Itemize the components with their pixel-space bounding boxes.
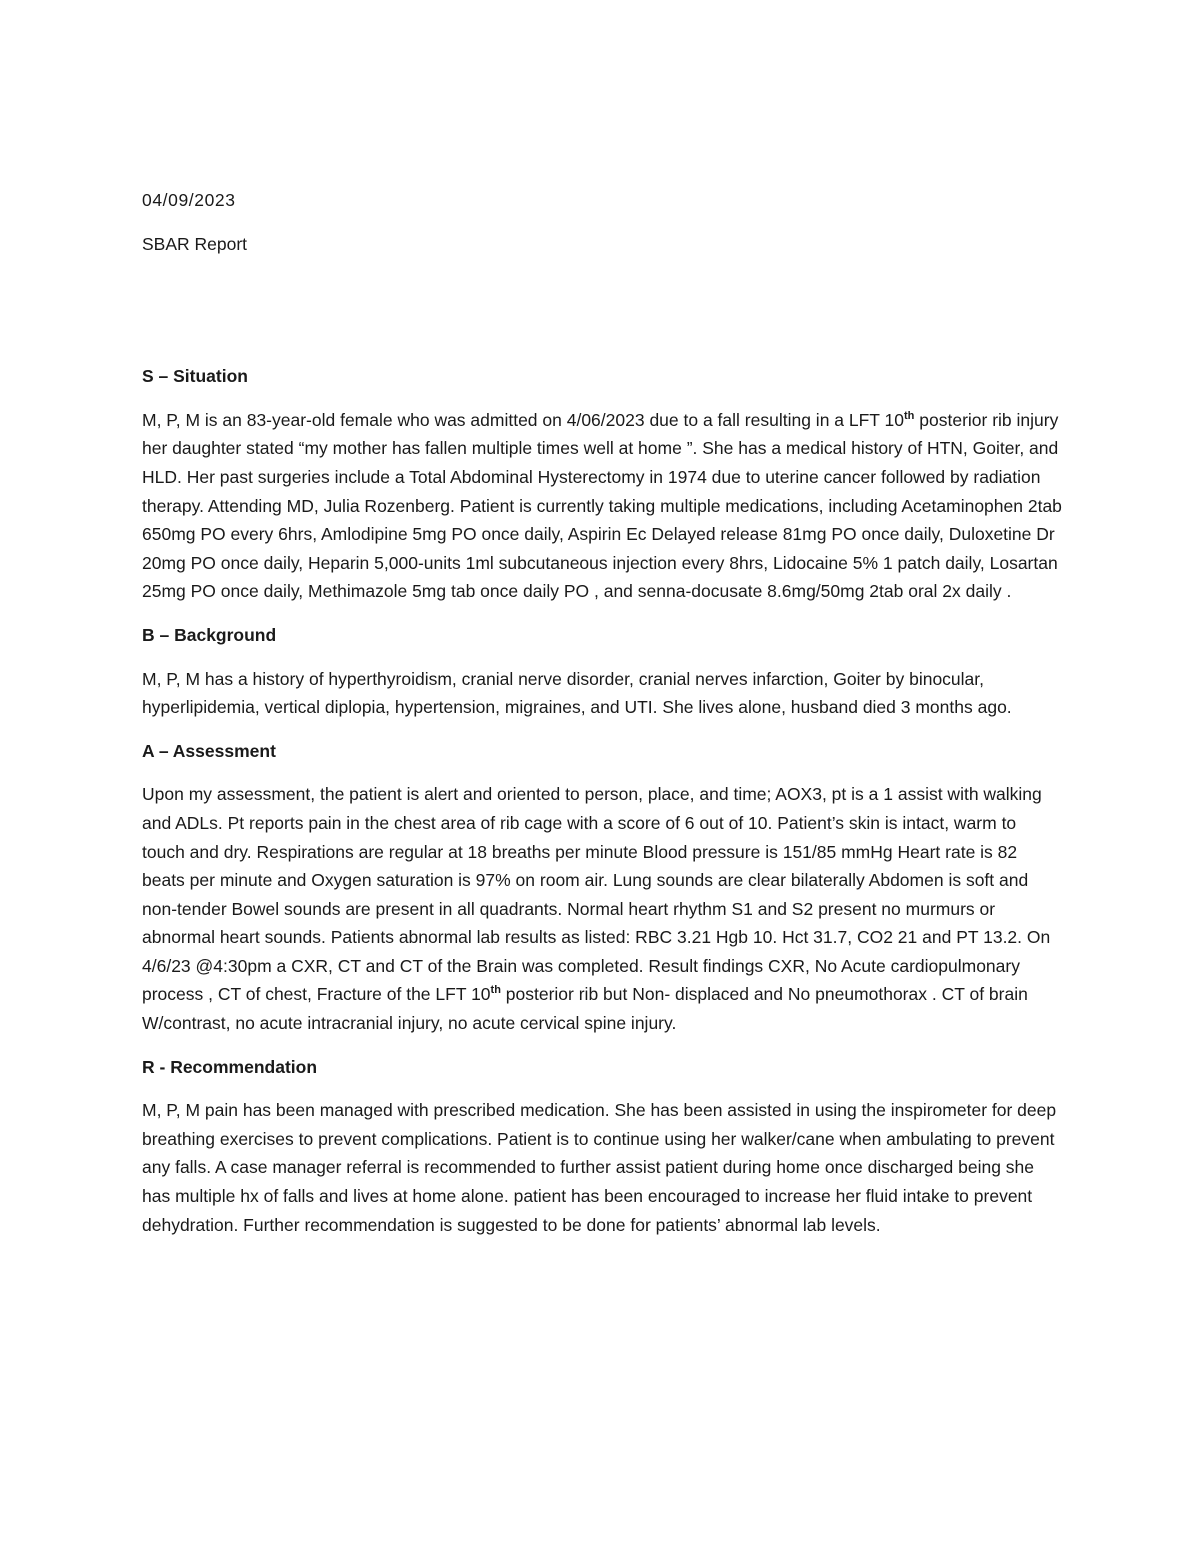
situation-heading: S – Situation: [142, 366, 248, 387]
situation-text-part1: M, P, M is an 83-year-old female who was admitted on 4/06/2023 due to a fall resulting in a LFT 10: [142, 409, 905, 430]
assessment-text-part2: posterior rib but Non- displaced and No pneumothorax . CT of brain W/contrast, no acute intracranial injury, no acute cervical spine injury.: [142, 984, 1028, 1034]
assessment-heading: A – Assessment: [142, 740, 276, 761]
background-heading: B – Background: [142, 624, 277, 645]
recommendation-paragraph: M, P, M pain has been managed with prescribed medication. She has been assisted in using the inspirometer for deep breathing exercises to prevent complications. Patient is to continue using her walker/cane when ambulating to prevent any falls. A case manager referral is recommended to further assist patient during home once discharged being she has multiple hx of falls and lives at home alone. patient has been encouraged to increase her fluid intake to prevent dehydration. Further recommendation is suggested to be done for patients’ abnormal lab levels.: [142, 1100, 1057, 1235]
assessment-paragraph: [142, 780, 1062, 1037]
situation-superscript: th: [904, 409, 915, 422]
situation-text-part2: posterior rib injury her daughter stated “my mother has fallen multiple times well at home ”. She has a medical history of HTN, Goiter, and HLD. Her past surgeries include a Total Abdominal Hysterectomy in 1974 due to uterine cancer followed by radiation therapy. Attending MD, Julia Rozenberg. Patient is currently taking multiple medications, including Acetaminophen 2tab 650mg PO every 6hrs, Amlodipine 5mg PO once daily, Aspirin Ec Delayed release 81mg PO once daily, Duloxetine Dr 20mg PO once daily, Heparin 5,000-units 1ml subcutaneous injection every 8hrs, Lidocaine 5% 1 patch daily, Losartan 25mg PO once daily, Methimazole 5mg tab once daily PO , and senna-docusate 8.6mg/50mg 2tab oral 2x daily .: [142, 409, 1062, 602]
document-body: [142, 186, 1062, 1239]
assessment-superscript: th: [490, 984, 501, 997]
assessment-text-part1: Upon my assessment, the patient is alert and oriented to person, place, and time; AOX3, pt is a 1 assist with walking and ADLs. Pt reports pain in the chest area of rib cage with a score of 6 out of 10. Patient’s skin is intact, warm to touch and dry. Respirations are regular at 18 breaths per minute Blood pressure is 151/85 mmHg Heart rate is 82 beats per minute and Oxygen saturation is 97% on room air. Lung sounds are clear bilaterally Abdomen is soft and non-tender Bowel sounds are present in all quadrants. Normal heart rhythm S1 and S2 present no murmurs or abnormal heart sounds. Patients abnormal lab results as listed: RBC 3.21 Hgb 10. Hct 31.7, CO2 21 and PT 13.2. On 4/6/23 @4:30pm a CXR, CT and CT of the Brain was completed. Result findings CXR, No Acute cardiopulmonary process , CT of chest, Fracture of the LFT 10: [142, 784, 1051, 1005]
report-date: 04/09/2023: [142, 190, 236, 210]
situation-paragraph: [142, 406, 1062, 606]
recommendation-heading: R - Recommendation: [142, 1056, 318, 1077]
background-paragraph: M, P, M has a history of hyperthyroidism, cranial nerve disorder, cranial nerves infarction, Goiter by binocular, hyperlipidemia, vertical diplopia, hypertension, migraines, and UTI. She lives alone, husband died 3 months ago.: [142, 668, 1012, 718]
report-title: SBAR Report: [142, 233, 248, 254]
